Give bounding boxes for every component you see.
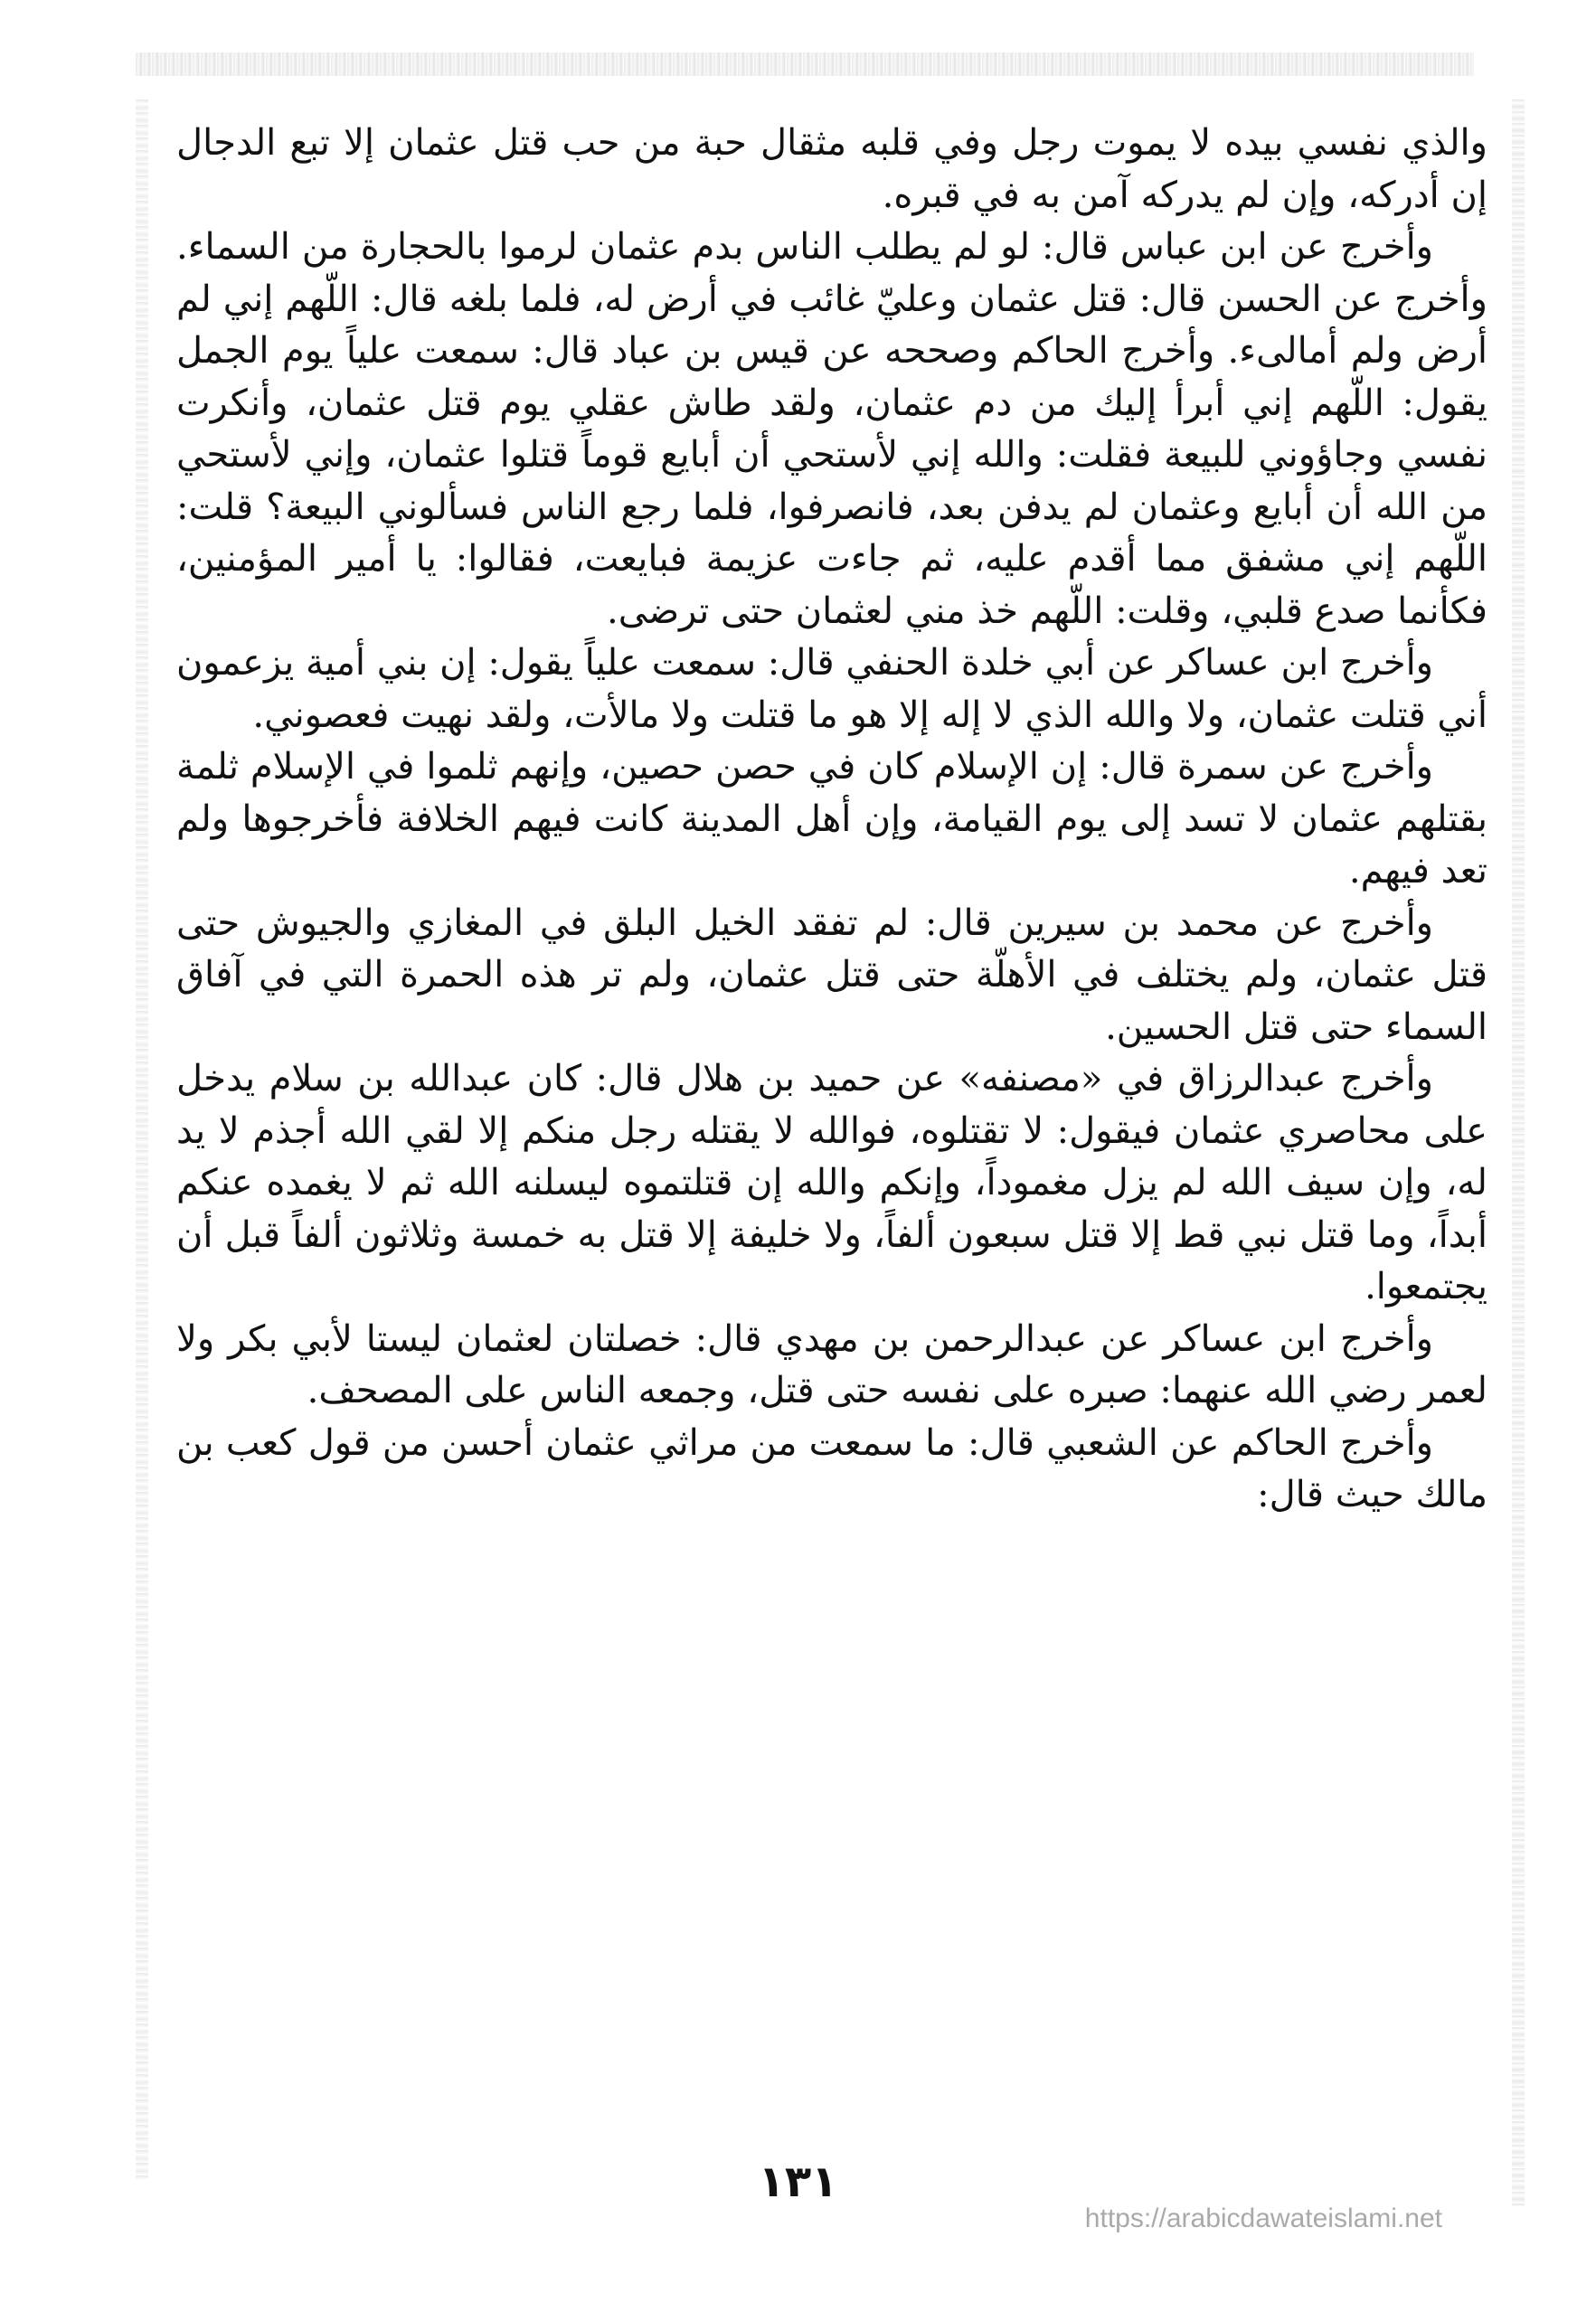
watermark-url: https://arabicdawateislami.net (1084, 2203, 1442, 2233)
paragraph-3: وأخرج ابن عساكر عن أبي خلدة الحنفي قال: سمعت علياً يقول: إن بني أمية يزعمون أني قتلت عثمان، ولا والله الذي لا إله إلا هو ما قتلت ولا مالأت، ولقد نهيت فعصوني. (176, 642, 1487, 736)
page-number: ١٣١ (758, 2156, 838, 2207)
scan-edge-top (136, 52, 1474, 76)
paragraph-5: وأخرج عن محمد بن سيرين قال: لم تفقد الخيل البلق في المغازي والجيوش حتى قتل عثمان، ولم يختلف في الأهلّة حتى قتل عثمان، ولم تر هذه الحمرة التي في آفاق السماء حتى قتل الحسين. (176, 901, 1487, 1048)
paragraph-8: وأخرج الحاكم عن الشعبي قال: ما سمعت من مراثي عثمان أحسن من قول كعب بن مالك حيث قال: (176, 1421, 1487, 1515)
page-body-text (176, 118, 1487, 1522)
scan-edge-right (1512, 99, 1525, 2206)
scan-edge-left (136, 99, 148, 2179)
paragraph-6: وأخرج عبدالرزاق في «مصنفه» عن حميد بن هلال قال: كان عبدالله بن سلام يدخل على محاصري عثمان فيقول: لا تقتلوه، فوالله لا يقتله رجل منكم إلا لقي الله أجذم لا يد له، وإن سيف الله لم يزل مغموداً، وإنكم والله إن قتلتموه ليسلنه الله ثم لا يغمده عنكم أبداً، وما قتل نبي قط إلا قتل سبعون ألفاً، ولا خليفة إلا قتل به خمسة وثلاثون ألفاً قبل أن يجتمعوا. (176, 1058, 1487, 1307)
paragraph-1: والذي نفسي بيده لا يموت رجل وفي قلبه مثقال حبة من حب قتل عثمان إلا تبع الدجال إن أدركه، وإن لم يدركه آمن به في قبره. (176, 122, 1487, 216)
paragraph-4: وأخرج عن سمرة قال: إن الإسلام كان في حصن حصين، وإنهم ثلموا في الإسلام ثلمة بقتلهم عثمان لا تسد إلى يوم القيامة، وإن أهل المدينة كانت فيهم الخلافة فأخرجوها ولم تعد فيهم. (176, 746, 1487, 892)
paragraph-2: وأخرج عن ابن عباس قال: لو لم يطلب الناس بدم عثمان لرموا بالحجارة من السماء. وأخرج عن الحسن قال: قتل عثمان وعليّ غائب في أرض له، فلما بلغه قال: اللّهم إني لم أرض ولم أمالىء. وأخرج الحاكم وصححه عن قيس بن عباد قال: سمعت علياً يوم الجمل يقول: اللّهم إني أبرأ إليك من دم عثمان، ولقد طاش عقلي يوم قتل عثمان، وأنكرت نفسي وجاؤوني للبيعة فقلت: والله إني لأستحي أن أبايع قوماً قتلوا عثمان، وإني لأستحي من الله أن أبايع وعثمان لم يدفن بعد، فانصرفوا، فلما رجع الناس فسألوني البيعة؟ قلت: اللّهم إني مشفق مما أقدم عليه، ثم جاءت عزيمة فبايعت، فقالوا: يا أمير المؤمنين، فكأنما صدع قلبي، وقلت: اللّهم خذ مني لعثمان حتى ترضى. (176, 226, 1487, 632)
paragraph-7: وأخرج ابن عساكر عن عبدالرحمن بن مهدي قال: خصلتان لعثمان ليستا لأبي بكر ولا لعمر رضي الله عنهما: صبره على نفسه حتى قتل، وجمعه الناس على المصحف. (176, 1317, 1487, 1411)
